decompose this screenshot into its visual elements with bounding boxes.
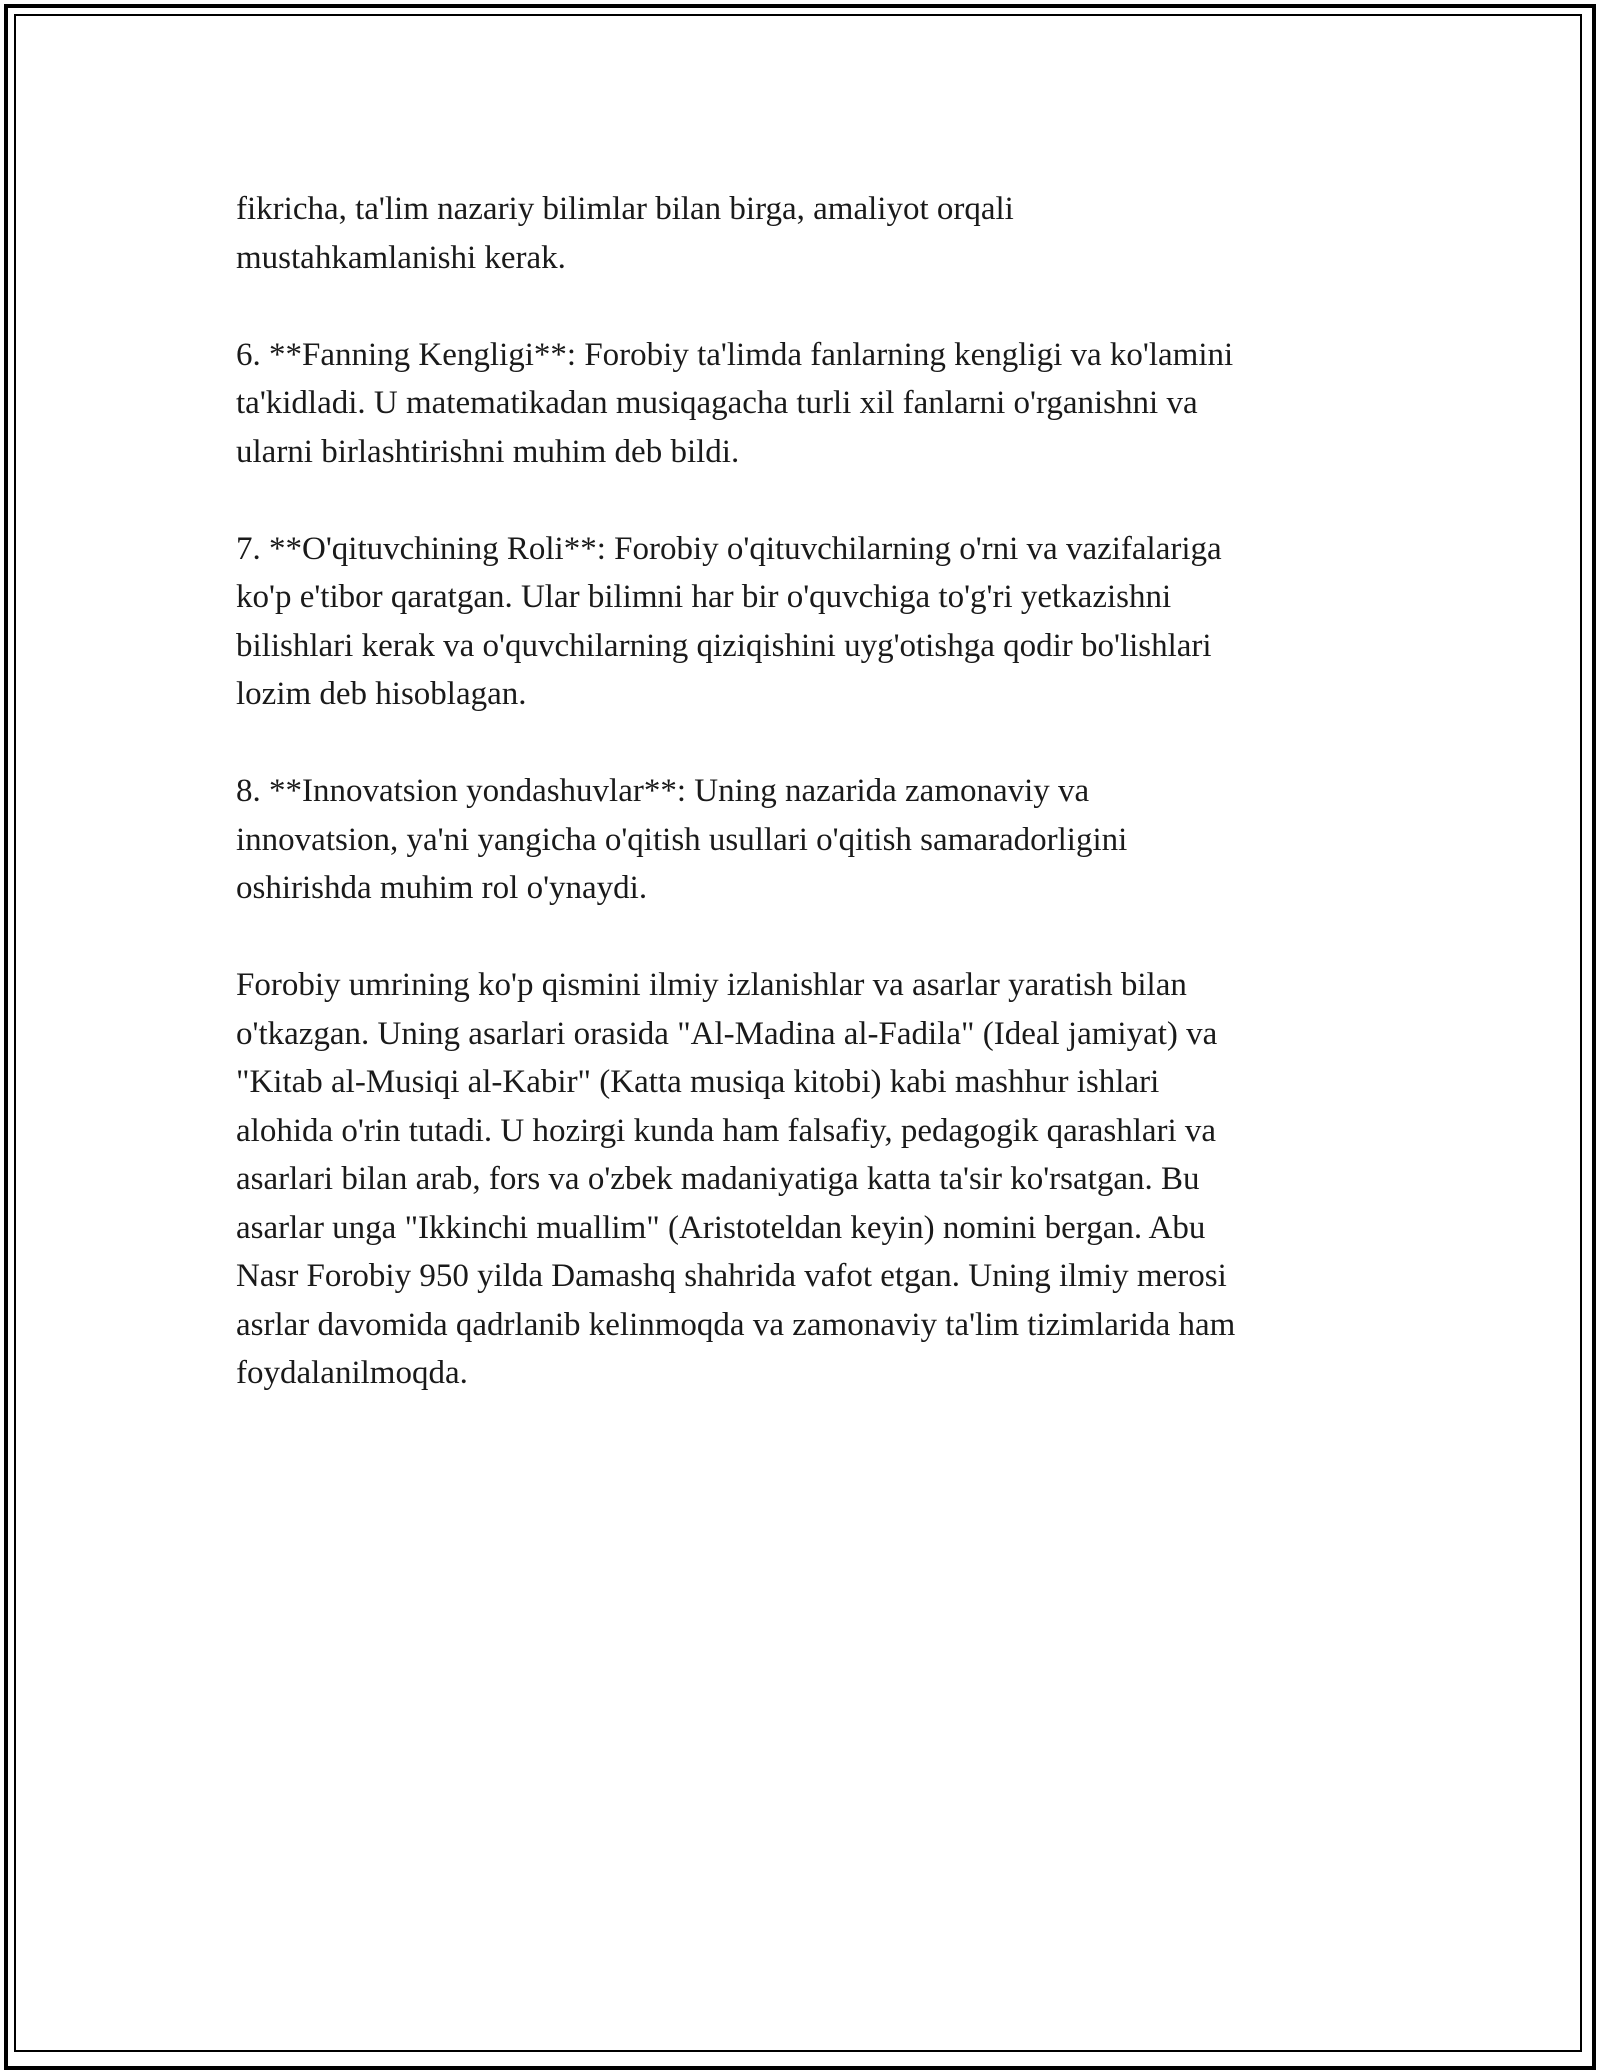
text-line: bilishlari kerak va o'quvchilarning qiziqishini uyg'otishga qodir bo'lishlari	[236, 627, 1212, 664]
text-line: ko'p e'tibor qaratgan. Ular bilimni har bir o'quvchiga to'g'ri yetkazishni	[236, 579, 1172, 615]
text-line: ularni birlashtirishni muhim deb bildi.	[236, 433, 740, 470]
text-line: o'tkazgan. Uning asarlari orasida "Al-Madina al-Fadila" (Ideal jamiyat) va	[236, 1015, 1218, 1052]
text-line: fikricha, ta'lim nazariy bilimlar bilan birga, amaliyot orqali	[236, 191, 1014, 227]
text-line: "Kitab al-Musiqi al-Kabir" (Katta musiqa kitobi) kabi mashhur ishlari	[236, 1064, 1160, 1100]
paragraph-item-8	[236, 767, 1366, 913]
paragraph-conclusion	[236, 961, 1366, 1398]
text-line: asarlar unga "Ikkinchi muallim" (Aristoteldan keyin) nomini bergan. Abu	[236, 1209, 1206, 1246]
paragraph-item-7	[236, 525, 1366, 719]
text-line: oshirishda muhim rol o'ynaydi.	[236, 870, 648, 906]
text-line: innovatsion, ya'ni yangicha o'qitish usullari o'qitish samaradorligini	[236, 821, 1128, 858]
text-line: asarlari bilan arab, fors va o'zbek madaniyatiga katta ta'sir ko'rsatgan. Bu	[236, 1161, 1200, 1197]
text-line: 6. **Fanning Kengligi**: Forobiy ta'limda fanlarning kengligi va ko'lamini	[236, 336, 1234, 373]
document-body	[236, 185, 1366, 1446]
text-line: foydalanilmoqda.	[236, 1355, 468, 1391]
text-line: Forobiy umrining ko'p qismini ilmiy izlanishlar va asarlar yaratish bilan	[236, 967, 1187, 1003]
paragraph-item-6	[236, 331, 1366, 477]
text-line: lozim deb hisoblagan.	[236, 676, 527, 712]
paragraph-continuation	[236, 185, 1366, 282]
text-line: alohida o'rin tutadi. U hozirgi kunda ham falsafiy, pedagogik qarashlari va	[236, 1112, 1217, 1149]
text-line: Nasr Forobiy 950 yilda Damashq shahrida vafot etgan. Uning ilmiy merosi	[236, 1258, 1227, 1294]
text-line: 8. **Innovatsion yondashuvlar**: Uning nazarida zamonaviy va	[236, 773, 1090, 809]
text-line: asrlar davomida qadrlanib kelinmoqda va zamonaviy ta'lim tizimlarida ham	[236, 1306, 1236, 1343]
text-line: ta'kidladi. U matematikadan musiqagacha turli xil fanlarni o'rganishni va	[236, 385, 1198, 421]
text-line: mustahkamlanishi kerak.	[236, 239, 566, 276]
text-line: 7. **O'qituvchining Roli**: Forobiy o'qituvchilarning o'rni va vazifalariga	[236, 530, 1222, 567]
